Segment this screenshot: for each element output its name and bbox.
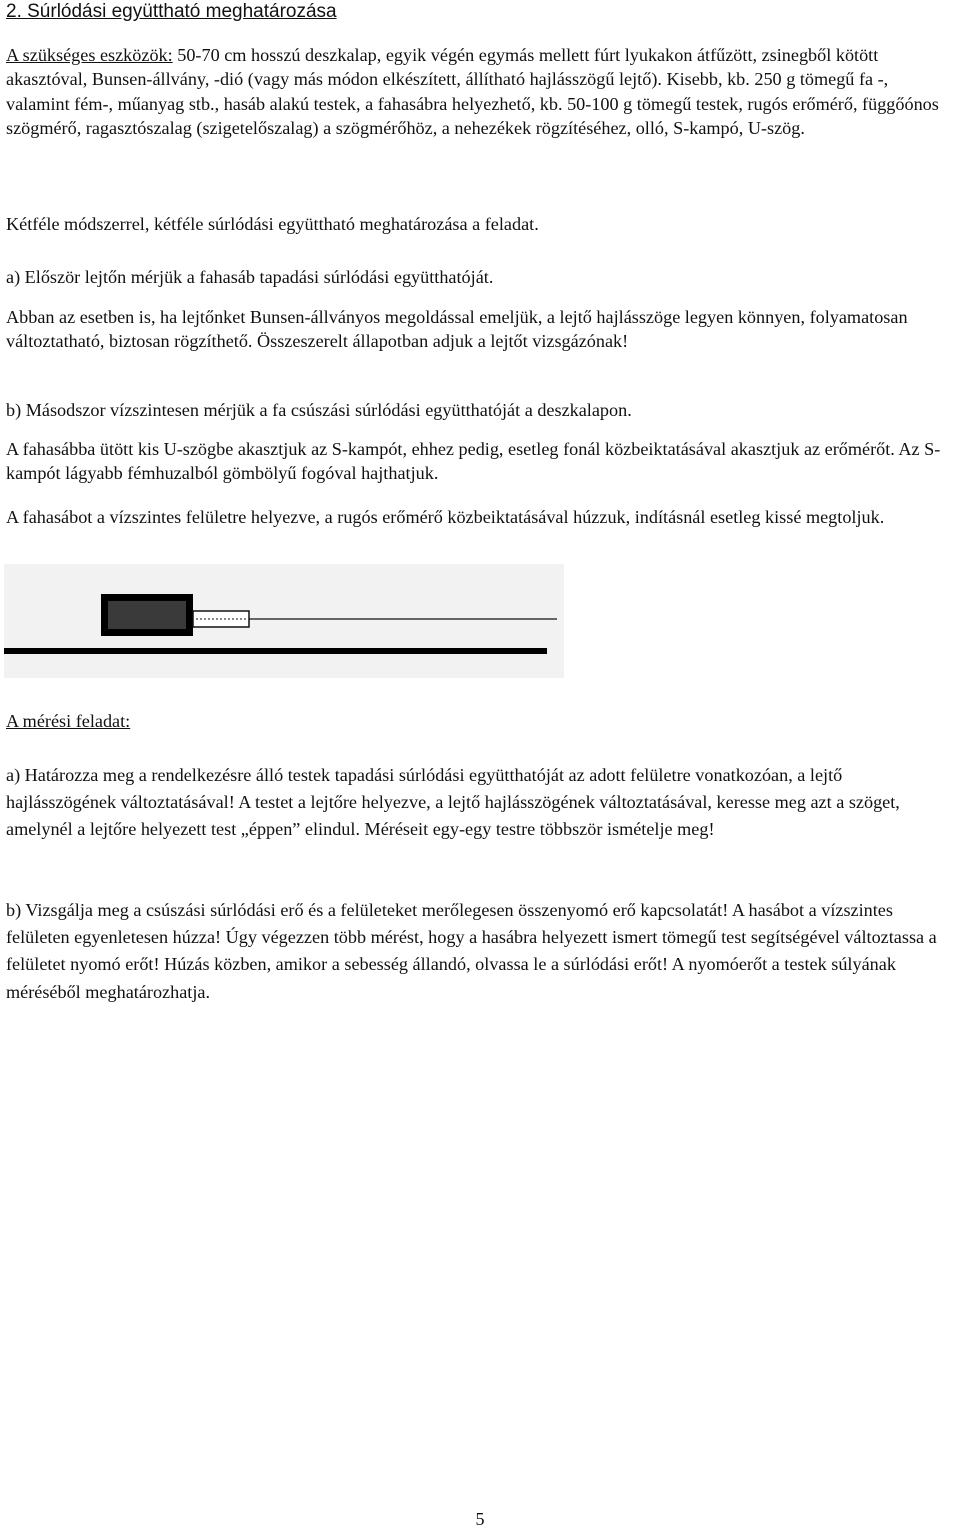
tools-text: 50-70 cm hosszú deszkalap, egyik végén egymás mellett fúrt lyukakon átfűzött, zsinegből kötött akasztóval, Bunsen-állvány, -dió (vagy más módon elkészített, állítható hajlásszögű lejtő). Kisebb, kb. 250 g tömegű fa -, valamint fém-, műanyag stb., hasáb alakú testek, a fahasábra helyezhető, kb. 50-100 g tömegű testek, rugós erőmérő, függőónos szögmérő, ragasztószalag (szigetelőszalag) a szögmérőhöz, a nehezékek rögzítéséhez, olló, S-kampó, U-szög. [6, 45, 939, 139]
tools-paragraph [6, 43, 956, 141]
hook-paragraph: A fahasábba ütött kis U-szögbe akasztjuk az S-kampót, ehhez pedig, esetleg fonál közbeiktatásával akasztjuk az erőmérőt. Az S-kampót lágyabb fémhuzalból gömbölyű fogóval hajthatjuk. [6, 439, 941, 484]
step-b-paragraph: b) Másodszor vízszintesen mérjük a fa csúszási súrlódási együtthatóját a deszkalapon. [6, 400, 632, 420]
step-a-paragraph: a) Először lejtőn mérjük a fahasáb tapadási súrlódási együtthatóját. [6, 267, 494, 287]
task-a-paragraph: a) Határozza meg a rendelkezésre álló testek tapadási súrlódási együtthatóját az adott felületre vonatkozóan, a lejtő hajlásszögének változtatásával! A testet a lejtőre helyezve, a lejtő hajlásszögének változtatásával, keresse meg azt a szöget, amelynél a lejtőre helyezett test „éppen” elindul. Méréseit egy-egy testre többször ismételje meg! [6, 765, 900, 840]
pulling-paragraph: A fahasábot a vízszintes felületre helyezve, a rugós erőmérő közbeiktatásával húzzuk, indításnál esetleg kissé megtoljuk. [6, 507, 885, 527]
tools-label: A szükséges eszközök: [6, 45, 173, 65]
method-intro-paragraph: Kétféle módszerrel, kétféle súrlódási együttható meghatározása a feladat. [6, 214, 539, 234]
incline-setup-paragraph: Abban az esetben is, ha lejtőnket Bunsen-állványos megoldással emeljük, a lejtő hajlásszöge legyen könnyen, folyamatosan változtatható, biztosan rögzíthető. Összeszerelt állapotban adjuk a lejtőt vizsgázónak! [6, 307, 908, 352]
horizontal-surface [4, 648, 547, 654]
wooden-block-inner [108, 601, 186, 629]
task-heading: A mérési feladat: [6, 711, 131, 731]
figure-background [4, 564, 564, 678]
page-number: 5 [475, 1509, 485, 1529]
task-heading-line [6, 709, 956, 733]
section-title: 2. Súrlódási együttható meghatározása [6, 1, 337, 22]
block-on-surface-figure [4, 564, 564, 678]
task-b-paragraph: b) Vizsgálja meg a csúszási súrlódási erő és a felületeket merőlegesen összenyomó erő kapcsolatát! A hasábot a vízszintes felületen egyenletesen húzza! Úgy végezzen több mérést, hogy a hasábra helyezett ismert tömegű test segítségével változtassa a felületet nyomó erőt! Húzás közben, amikor a sebesség állandó, olvassa le a súrlódási erőt! A nyomóerőt a testek súlyának méréséből meghatározhatja. [6, 900, 937, 1002]
